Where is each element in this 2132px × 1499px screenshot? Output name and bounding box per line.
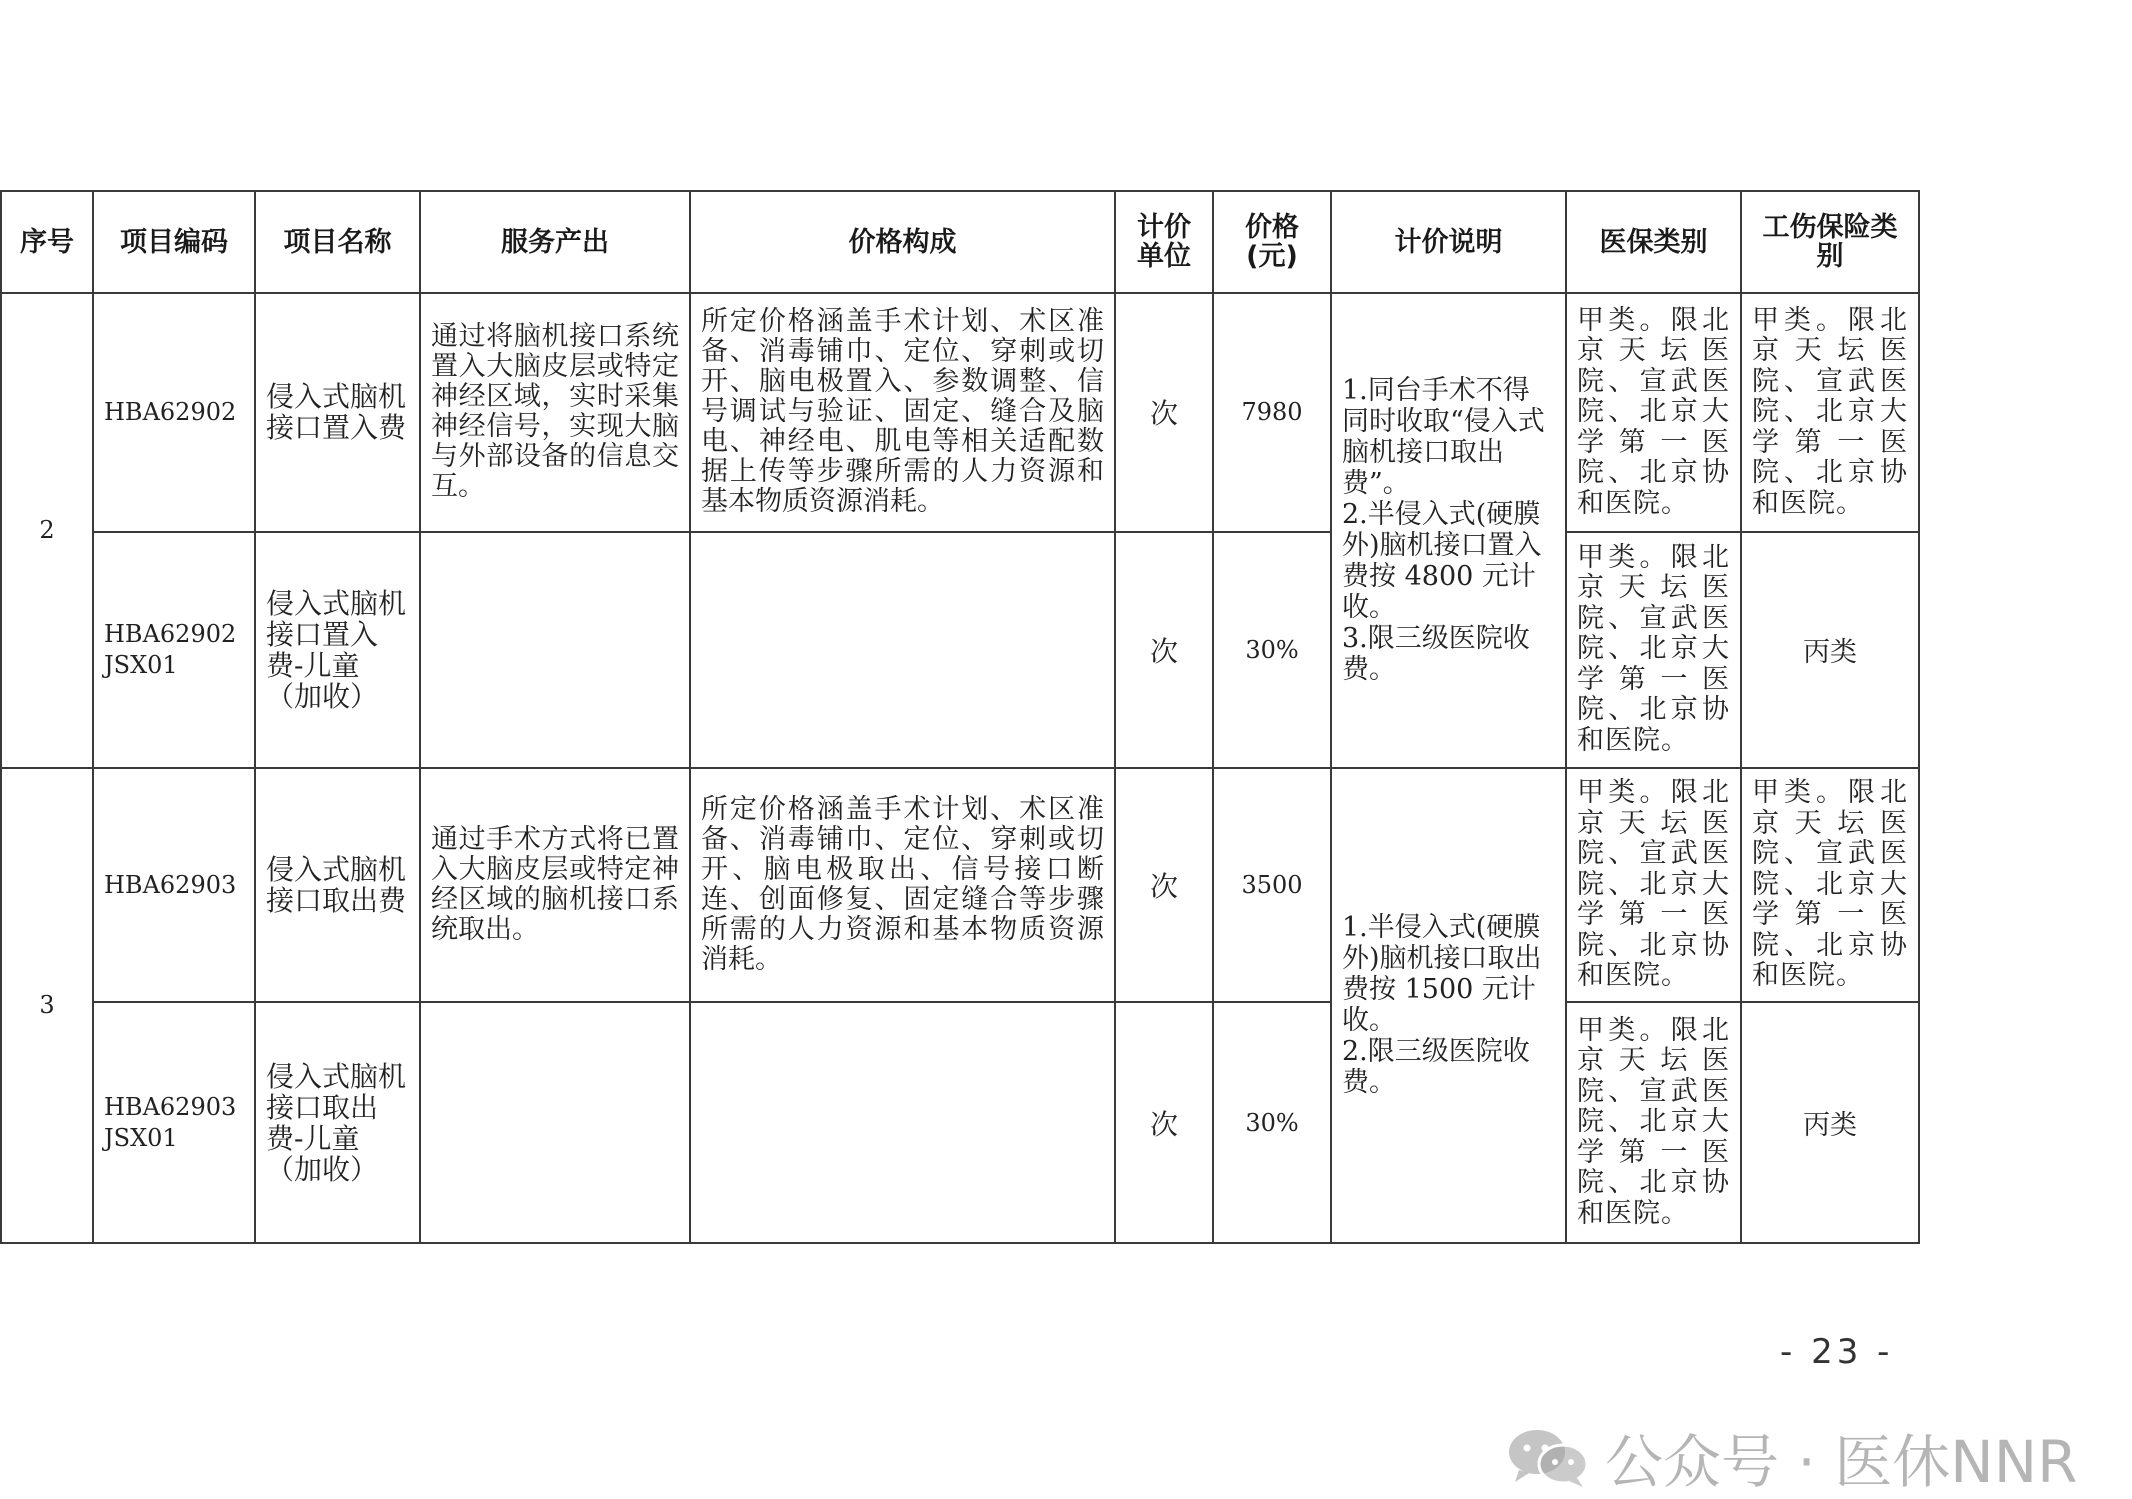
- header-injury-insurance: 工伤保险类 别: [1741, 191, 1919, 293]
- seq-cell: 3: [1, 768, 93, 1243]
- injury-insurance-cell: 丙类: [1741, 1002, 1919, 1243]
- code-cell: HBA62903JSX01: [93, 1002, 255, 1243]
- header-name: 项目名称: [255, 191, 420, 293]
- composition-cell: [690, 1002, 1115, 1243]
- name-cell: 侵入式脑机接口置入费-儿童（加收）: [255, 532, 420, 768]
- name-cell: 侵入式脑机接口取出费-儿童（加收）: [255, 1002, 420, 1243]
- name-cell: 侵入式脑机接口置入费: [255, 293, 420, 532]
- header-medical-insurance: 医保类别: [1566, 191, 1741, 293]
- price-cell: 3500: [1213, 768, 1331, 1002]
- header-row: [1, 191, 1919, 293]
- note-cell: 1.同台手术不得同时收取“侵入式脑机接口取出费”。 2.半侵入式(硬膜外)脑机接口置入费按 4800 元计收。 3.限三级医院收费。: [1331, 293, 1566, 768]
- price-cell: 30%: [1213, 1002, 1331, 1243]
- watermark-text: 公众号 · 医休NNR: [1605, 1428, 2078, 1496]
- service-cell: [420, 532, 690, 768]
- table-row: [1, 532, 1919, 768]
- note-cell: 1.半侵入式(硬膜外)脑机接口取出费按 1500 元计收。 2.限三级医院收费。: [1331, 768, 1566, 1243]
- header-composition: 价格构成: [690, 191, 1115, 293]
- code-cell: HBA62902: [93, 293, 255, 532]
- table-row: [1, 293, 1919, 532]
- composition-cell: 所定价格涵盖手术计划、术区准备、消毒铺巾、定位、穿刺或切开、脑电极取出、信号接口断连、创面修复、固定缝合等步骤所需的人力资源和基本物质资源消耗。: [690, 768, 1115, 1002]
- wechat-icon: [1505, 1426, 1591, 1488]
- seq-cell: 2: [1, 293, 93, 768]
- watermark: [1505, 1415, 2077, 1499]
- injury-insurance-cell: 甲类。限北京天坛医院、宣武医院、北京大学第一医院、北京协和医院。: [1741, 768, 1919, 1002]
- composition-cell: 所定价格涵盖手术计划、术区准备、消毒铺巾、定位、穿刺或切开、脑电极置入、参数调整、信号调试与验证、固定、缝合及脑电、神经电、肌电等相关适配数据上传等步骤所需的人力资源和基本物质资源消耗。: [690, 293, 1115, 532]
- header-seq: 序号: [1, 191, 93, 293]
- unit-cell: 次: [1115, 532, 1213, 768]
- medical-insurance-cell: 甲类。限北京天坛医院、宣武医院、北京大学第一医院、北京协和医院。: [1566, 768, 1741, 1002]
- header-note: 计价说明: [1331, 191, 1566, 293]
- injury-insurance-cell: 甲类。限北京天坛医院、宣武医院、北京大学第一医院、北京协和医院。: [1741, 293, 1919, 532]
- service-cell: 通过手术方式将已置入大脑皮层或特定神经区域的脑机接口系统取出。: [420, 768, 690, 1002]
- header-service: 服务产出: [420, 191, 690, 293]
- code-cell: HBA62902JSX01: [93, 532, 255, 768]
- table-row: [1, 1002, 1919, 1243]
- header-code: 项目编码: [93, 191, 255, 293]
- unit-cell: 次: [1115, 1002, 1213, 1243]
- service-cell: [420, 1002, 690, 1243]
- code-cell: HBA62903: [93, 768, 255, 1002]
- table-row: [1, 768, 1919, 1002]
- header-price: 价格 (元): [1213, 191, 1331, 293]
- composition-cell: [690, 532, 1115, 768]
- unit-cell: 次: [1115, 768, 1213, 1002]
- medical-insurance-cell: 甲类。限北京天坛医院、宣武医院、北京大学第一医院、北京协和医院。: [1566, 1002, 1741, 1243]
- unit-cell: 次: [1115, 293, 1213, 532]
- header-unit: 计价 单位: [1115, 191, 1213, 293]
- medical-insurance-cell: 甲类。限北京天坛医院、宣武医院、北京大学第一医院、北京协和医院。: [1566, 532, 1741, 768]
- page-number: - 23 -: [1780, 1332, 1894, 1372]
- name-cell: 侵入式脑机接口取出费: [255, 768, 420, 1002]
- injury-insurance-cell: 丙类: [1741, 532, 1919, 768]
- service-cell: 通过将脑机接口系统置入大脑皮层或特定神经区域，实时采集神经信号，实现大脑与外部设备的信息交互。: [420, 293, 690, 532]
- price-cell: 7980: [1213, 293, 1331, 532]
- medical-insurance-cell: 甲类。限北京天坛医院、宣武医院、北京大学第一医院、北京协和医院。: [1566, 293, 1741, 532]
- price-cell: 30%: [1213, 532, 1331, 768]
- price-table: [0, 190, 1920, 1244]
